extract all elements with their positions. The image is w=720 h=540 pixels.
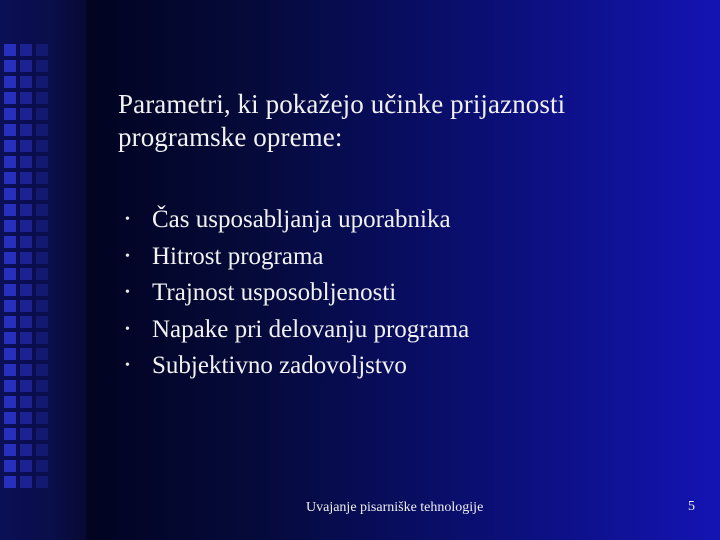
bullet-item [125, 275, 469, 312]
decorative-square [20, 332, 32, 344]
decorative-square [4, 172, 16, 184]
decorative-square [36, 188, 48, 200]
decorative-square [20, 396, 32, 408]
decorative-square [4, 268, 16, 280]
slide-title: Parametri, ki pokažejo učinke prijaznosti programske opreme: [118, 89, 566, 152]
decorative-square [36, 252, 48, 264]
decorative-square [4, 316, 16, 328]
decorative-square [20, 204, 32, 216]
decorative-square [20, 172, 32, 184]
decorative-square [4, 108, 16, 120]
decorative-square [4, 380, 16, 392]
decorative-square [20, 188, 32, 200]
decorative-square [20, 220, 32, 232]
decorative-square [36, 300, 48, 312]
decorative-square [20, 300, 32, 312]
decorative-square-grid [0, 44, 90, 504]
decorative-square [20, 236, 32, 248]
decorative-square [4, 220, 16, 232]
decorative-square [20, 108, 32, 120]
decorative-square [20, 140, 32, 152]
decorative-left-strip [0, 0, 86, 540]
decorative-square [4, 284, 16, 296]
bullet-item [125, 202, 469, 239]
bullet-text: Trajnost usposobljenosti [152, 279, 397, 306]
decorative-square [36, 108, 48, 120]
decorative-square [36, 124, 48, 136]
bullet-text: Čas usposabljanja uporabnika [152, 206, 451, 233]
decorative-square [4, 428, 16, 440]
decorative-square [4, 92, 16, 104]
decorative-square [36, 396, 48, 408]
decorative-square [4, 204, 16, 216]
decorative-square [4, 300, 16, 312]
bullet-dot-icon: • [125, 212, 130, 227]
decorative-square [20, 156, 32, 168]
decorative-square [4, 364, 16, 376]
decorative-square [4, 476, 16, 488]
decorative-square [36, 348, 48, 360]
bullet-item [125, 239, 469, 276]
decorative-square [4, 188, 16, 200]
bullet-dot-icon: • [125, 358, 130, 373]
decorative-square [4, 348, 16, 360]
decorative-square [4, 332, 16, 344]
decorative-square [20, 76, 32, 88]
decorative-square [20, 444, 32, 456]
bullet-text: Hitrost programa [152, 242, 324, 270]
bullet-dot-icon: • [125, 321, 130, 337]
decorative-square [36, 316, 48, 328]
bullet-text: Napake pri delovanju programa [152, 315, 470, 343]
decorative-square [20, 284, 32, 296]
decorative-square [4, 76, 16, 88]
decorative-square [20, 364, 32, 376]
decorative-square [36, 412, 48, 424]
decorative-square [36, 204, 48, 216]
decorative-square [20, 252, 32, 264]
decorative-square [4, 236, 16, 248]
decorative-square [36, 236, 48, 248]
decorative-square [4, 60, 16, 72]
decorative-square [20, 268, 32, 280]
decorative-square [4, 124, 16, 136]
decorative-square [36, 140, 48, 152]
decorative-square [20, 60, 32, 72]
decorative-square [36, 428, 48, 440]
decorative-square [36, 476, 48, 488]
decorative-square [4, 44, 16, 56]
bullet-list [125, 202, 469, 385]
decorative-square [36, 76, 48, 88]
decorative-square [36, 92, 48, 104]
decorative-square [20, 44, 32, 56]
decorative-square [4, 140, 16, 152]
decorative-square [20, 124, 32, 136]
decorative-square [36, 220, 48, 232]
decorative-square [4, 444, 16, 456]
decorative-square [4, 252, 16, 264]
slide-footer: Uvajanje pisarniške tehnologije [306, 500, 484, 515]
decorative-square [36, 444, 48, 456]
decorative-square [36, 284, 48, 296]
decorative-square [36, 380, 48, 392]
decorative-square [4, 412, 16, 424]
bullet-dot-icon: • [125, 248, 130, 264]
bullet-item [125, 348, 469, 385]
bullet-dot-icon: • [125, 285, 130, 300]
decorative-square [20, 428, 32, 440]
bullet-item [125, 312, 469, 349]
decorative-square [36, 44, 48, 56]
decorative-square [20, 412, 32, 424]
decorative-square [4, 396, 16, 408]
decorative-square [36, 460, 48, 472]
decorative-square [20, 316, 32, 328]
page-number: 5 [688, 499, 695, 514]
decorative-square [36, 364, 48, 376]
decorative-square [4, 156, 16, 168]
decorative-square [20, 460, 32, 472]
decorative-square [36, 332, 48, 344]
decorative-square [20, 348, 32, 360]
bullet-text: Subjektivno zadovoljstvo [152, 352, 407, 379]
decorative-square [36, 172, 48, 184]
decorative-square [36, 60, 48, 72]
decorative-square [20, 92, 32, 104]
decorative-square [20, 476, 32, 488]
decorative-square [36, 156, 48, 168]
decorative-square [36, 268, 48, 280]
decorative-square [20, 380, 32, 392]
decorative-square [4, 460, 16, 472]
